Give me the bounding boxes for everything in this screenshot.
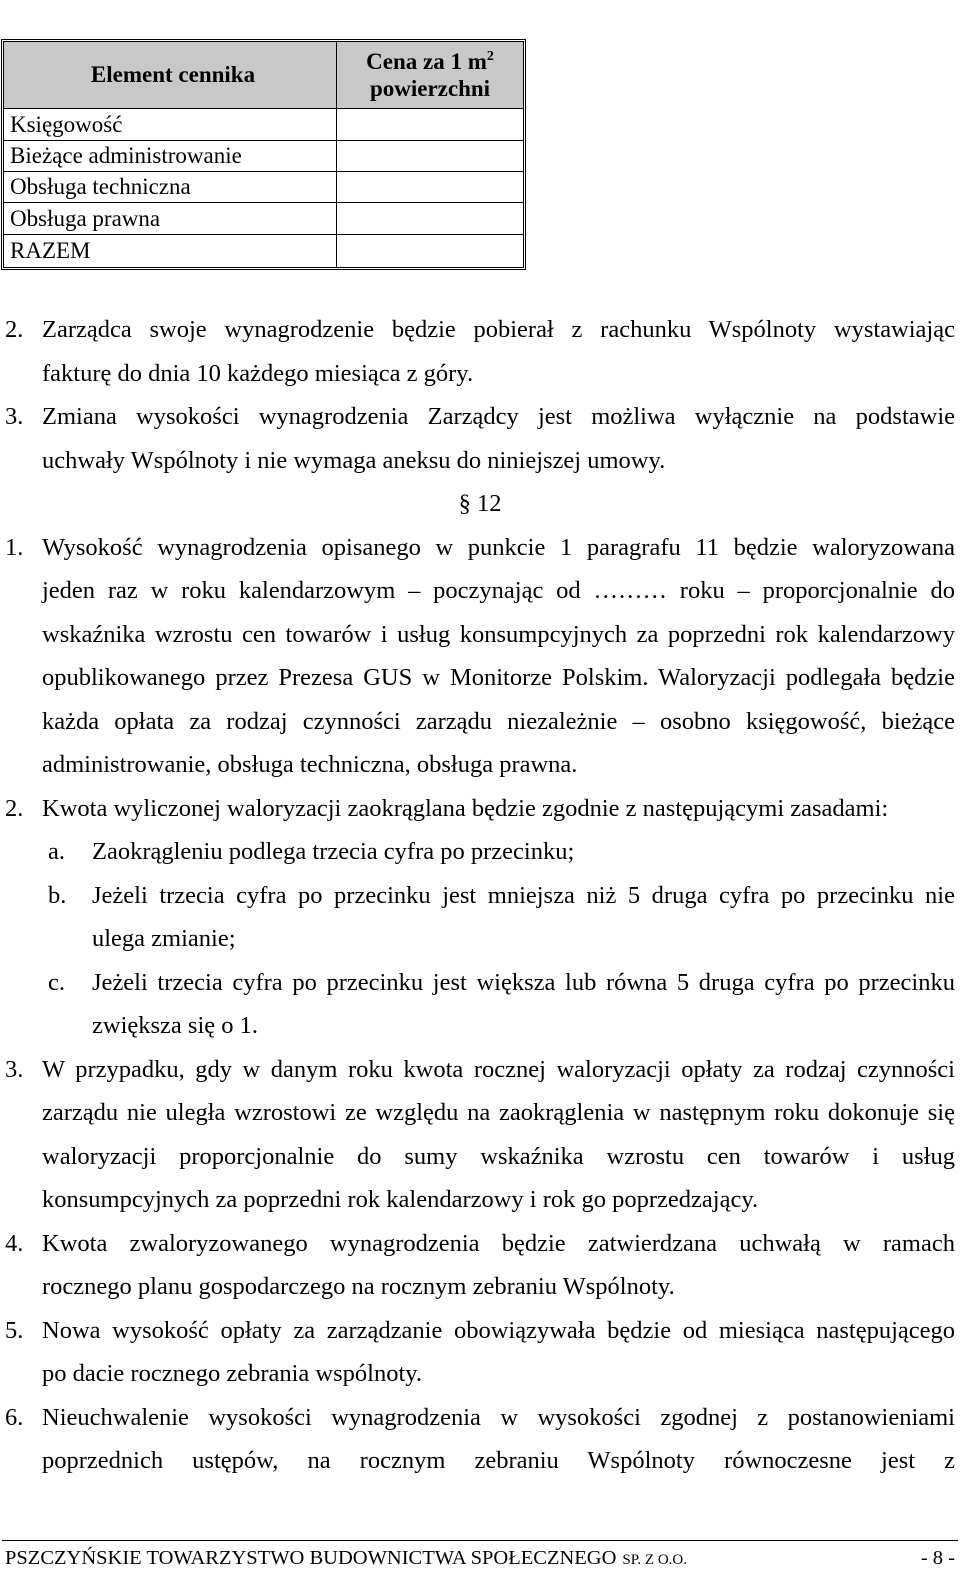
clause-number: 4.: [5, 1229, 24, 1257]
clause-line: uchwały Wspólnoty i nie wymaga aneksu do niniejszej umowy.: [42, 446, 666, 474]
clause-number: 3.: [5, 1055, 24, 1083]
table-row-price-cell: [337, 141, 523, 172]
sub-item-line: Jeżeli trzecia cyfra po przecinku jest mniejsza niż 5 druga cyfra po przecinku nie: [92, 881, 955, 909]
clause-number: 6.: [5, 1403, 24, 1431]
table-row-label-total: RAZEM: [4, 235, 337, 267]
clause-number: 2.: [5, 794, 24, 822]
sub-item: [42, 830, 955, 874]
clause-line: Nieuchwalenie wysokości wynagrodzenia w wysokości zgodnej z postanowieniami: [42, 1403, 955, 1431]
clause-number: 2.: [5, 316, 24, 344]
table-row-label: Bieżące administrowanie: [4, 141, 337, 172]
clause-line: Kwota wyliczonej waloryzacji zaokrąglana będzie zgodnie z następującymi zasadami:: [42, 794, 889, 822]
sub-item-letter: c.: [48, 968, 65, 996]
clause-line: wskaźnika wzrostu cen towarów i usług konsumpcyjnych za poprzedni rok kalendarzowy: [42, 620, 955, 648]
clause-number: 3.: [5, 403, 24, 431]
clause-item: [0, 526, 955, 787]
price-header-superscript: 2: [486, 49, 494, 64]
clause-line: fakturę do dnia 10 każdego miesiąca z góry.: [42, 359, 474, 387]
clause-line: Zarządca swoje wynagrodzenie będzie pobierał z rachunku Wspólnoty wystawiając: [42, 316, 955, 344]
clause-item: [0, 1309, 955, 1396]
clause-item: [0, 1222, 955, 1309]
clause-line: rocznego planu gospodarczego na rocznym zebraniu Wspólnoty.: [42, 1273, 675, 1301]
sub-item: [42, 961, 955, 1048]
clause-line: konsumpcyjnych za poprzedni rok kalendarzowy i rok go poprzedzający.: [42, 1186, 759, 1214]
price-header-line1: Cena za 1 m: [366, 49, 487, 74]
clause-item: [0, 395, 955, 482]
sub-item-line: Jeżeli trzecia cyfra po przecinku jest większa lub równa 5 druga cyfra po przecinku: [92, 968, 955, 996]
clause-line: opublikowanego przez Prezesa GUS w Monitorze Polskim. Waloryzacji podlegała będzie: [42, 664, 955, 692]
clause-line: poprzednich ustępów, na rocznym zebraniu Wspólnoty równoczesne jest z: [42, 1447, 955, 1475]
clause-item: [0, 1048, 955, 1222]
price-header-line2: powierzchni: [369, 76, 491, 101]
clause-line: W przypadku, gdy w danym roku kwota rocznej waloryzacji opłaty za rodzaj czynności: [42, 1055, 955, 1083]
clause-line: Nowa wysokość opłaty za zarządzanie obowiązywała będzie od miesiąca następującego: [42, 1316, 955, 1344]
table-header-element-label: Element cennika: [90, 62, 256, 87]
clause-line: administrowanie, obsługa techniczna, obsługa prawna.: [42, 751, 578, 779]
table-row-label: Obsługa techniczna: [4, 172, 337, 203]
clause-line: zarządu nie uległa wzrostowi ze względu na zaokrąglenia w następnym roku dokonuje się: [42, 1099, 955, 1127]
clause-line: po dacie rocznego zebrania wspólnoty.: [42, 1360, 423, 1388]
table-row-price-cell: [337, 109, 523, 141]
clause-line: Wysokość wynagrodzenia opisanego w punkcie 1 paragrafu 11 będzie waloryzowana: [42, 533, 955, 561]
table-row-price-cell: [337, 172, 523, 203]
clause-number: 5.: [5, 1316, 24, 1344]
document-body: [0, 308, 960, 1483]
clause-item: [0, 308, 955, 395]
table-row-label: Księgowość: [4, 109, 337, 141]
table-row-price-cell-total: [337, 235, 523, 267]
sub-item-line: zwiększa się o 1.: [92, 1012, 258, 1040]
clause-line: jeden raz w roku kalendarzowym – poczynając od ……… roku – proporcjonalnie do: [42, 577, 955, 605]
table-row-label: Obsługa prawna: [4, 203, 337, 235]
clause-number: 1.: [5, 533, 24, 561]
clause-line: każda opłata za rodzaj czynności zarządu niezależnie – osobno księgowość, bieżące: [42, 707, 955, 735]
clause-line: Kwota zwaloryzowanego wynagrodzenia będzie zatwierdzana uchwałą w ramach: [42, 1229, 955, 1257]
sub-item-line: Zaokrągleniu podlega trzecia cyfra po przecinku;: [92, 838, 575, 866]
price-table: [1, 39, 526, 270]
table-row-price-cell: [337, 203, 523, 235]
table-header-element: [4, 42, 337, 109]
clause-item: [0, 787, 955, 1048]
footer-company: PSZCZYŃSKIE TOWARZYSTWO BUDOWNICTWA SPOŁECZNEGO: [5, 1547, 617, 1569]
sub-item-line: ulega zmianie;: [92, 925, 236, 953]
sub-item: [42, 874, 955, 961]
footer-divider: [2, 1540, 958, 1541]
table-header-price-label: [366, 48, 494, 102]
sub-item-letter: a.: [48, 838, 65, 866]
page-number: - 8 -: [920, 1547, 955, 1569]
clause-line: waloryzacji proporcjonalnie do sumy wskaźnika wzrostu cen towarów i usług: [42, 1142, 955, 1170]
page-footer: [5, 1547, 955, 1569]
table-header-price: [337, 42, 523, 109]
section-heading: § 12: [458, 490, 502, 518]
clause-line: Zmiana wysokości wynagrodzenia Zarządcy jest możliwa wyłącznie na podstawie: [42, 403, 955, 431]
footer-company-suffix: SP. Z O.O.: [622, 1552, 688, 1568]
clause-item: [0, 1396, 955, 1483]
sub-item-letter: b.: [48, 881, 67, 909]
